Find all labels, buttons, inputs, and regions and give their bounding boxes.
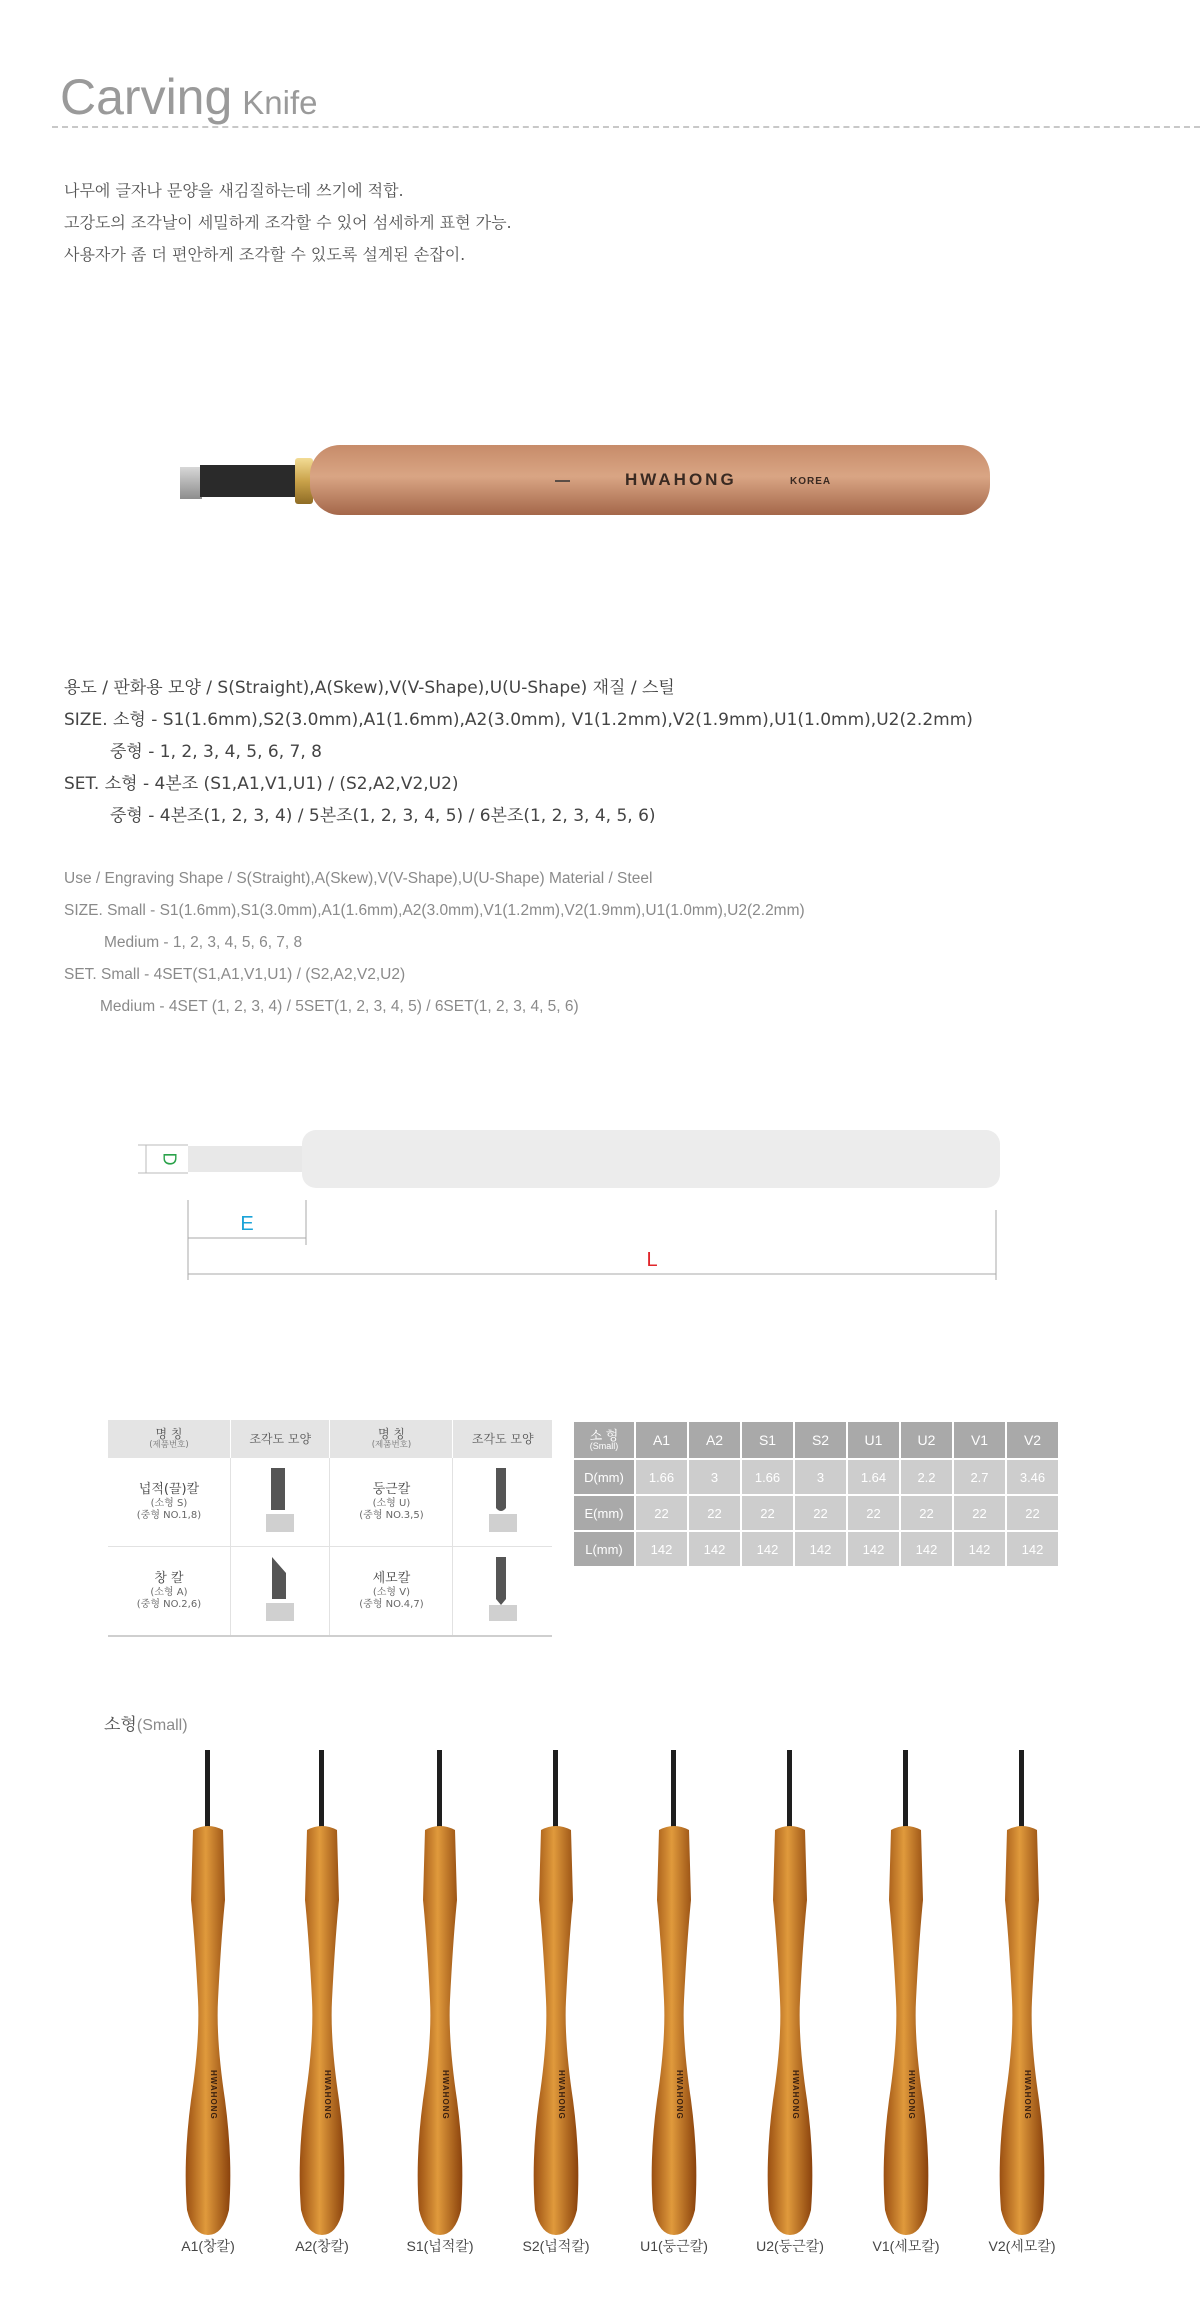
size-cell: 1.66 <box>742 1460 793 1494</box>
knife-image <box>163 1740 253 2240</box>
knife-image <box>861 1740 951 2240</box>
size-cell: 22 <box>901 1496 952 1530</box>
knife-image <box>629 1740 719 2240</box>
title-main: Carving <box>60 69 233 125</box>
size-cell: 2.7 <box>954 1460 1005 1494</box>
col-shape-2: 조각도 모양 <box>453 1420 552 1458</box>
svg-text:HWAHONG: HWAHONG <box>791 2070 800 2120</box>
row-label: L(mm) <box>574 1532 634 1566</box>
size-col: V2 <box>1007 1422 1058 1458</box>
col-name-1: 명 칭 (제품번호) <box>108 1420 230 1458</box>
size-cell: 22 <box>742 1496 793 1530</box>
spec-en-2: SIZE. Small - S1(1.6mm),S1(3.0mm),A1(1.6mm),A2(3.0mm),V1(1.2mm),V2(1.9mm),U1(1.0mm),U2(2.2mm) <box>64 902 805 919</box>
origin-text: KOREA <box>790 476 832 487</box>
knife-image <box>977 1740 1067 2240</box>
spec-en-5: Medium - 4SET (1, 2, 3, 4) / 5SET(1, 2, 3, 4, 5) / 6SET(1, 2, 3, 4, 5, 6) <box>100 998 579 1015</box>
shape-name-cell: 창 칼 (소형 A) (중형 NO.2,6) <box>108 1547 230 1637</box>
d-label: D <box>159 1152 180 1166</box>
knife-image <box>745 1740 835 2240</box>
size-cell: 142 <box>954 1532 1005 1566</box>
spec-ko-2: SIZE. 소형 - S1(1.6mm),S2(3.0mm),A1(1.6mm),A2(3.0mm), V1(1.2mm),V2(1.9mm),U1(1.0mm),U2(2.2mm) <box>64 710 973 730</box>
table-row <box>574 1460 1058 1494</box>
size-cell: 142 <box>848 1532 899 1566</box>
v-blade-icon <box>453 1547 552 1637</box>
size-cell: 1.66 <box>636 1460 687 1494</box>
size-cell: 2.2 <box>901 1460 952 1494</box>
size-cell: 142 <box>689 1532 740 1566</box>
l-label: L <box>646 1249 658 1271</box>
spec-ko-1: 용도 / 판화용 모양 / S(Straight),A(Skew),V(V-Shape),U(U-Shape) 재질 / 스틸 <box>64 678 675 698</box>
size-cell: 142 <box>742 1532 793 1566</box>
intro-line-1: 나무에 글자나 문양을 새김질하는데 쓰기에 적합. <box>64 181 404 200</box>
shape-name-cell: 둥근칼 (소형 U) (중형 NO.3,5) <box>330 1458 453 1547</box>
knife-caption: S1(넙적칼) <box>406 2238 474 2254</box>
size-cell: 142 <box>795 1532 846 1566</box>
knife-caption: S2(넙적칼) <box>522 2238 590 2254</box>
col-shape-1: 조각도 모양 <box>230 1420 330 1458</box>
size-table-header <box>574 1422 1058 1458</box>
page-title <box>60 68 318 126</box>
spec-en-4: SET. Small - 4SET(S1,A1,V1,U1) / (S2,A2,V2,U2) <box>64 966 406 983</box>
size-col: A1 <box>636 1422 687 1458</box>
size-cell: 3 <box>689 1460 740 1494</box>
knife-caption: A1(창칼) <box>181 2238 235 2254</box>
size-col: S2 <box>795 1422 846 1458</box>
svg-text:HWAHONG: HWAHONG <box>675 2070 684 2120</box>
spec-ko-5: 중형 - 4본조(1, 2, 3, 4) / 5본조(1, 2, 3, 4, 5) / 6본조(1, 2, 3, 4, 5, 6) <box>110 806 656 826</box>
col-name-2: 명 칭 (제품번호) <box>330 1420 453 1458</box>
size-cell: 22 <box>689 1496 740 1530</box>
svg-text:HWAHONG: HWAHONG <box>441 2070 450 2120</box>
intro-line-3: 사용자가 좀 더 편안하게 조각할 수 있도록 설계된 손잡이. <box>64 245 466 264</box>
size-col: V1 <box>954 1422 1005 1458</box>
size-table <box>572 1420 1060 1568</box>
knife-image <box>277 1740 367 2240</box>
spec-ko-3: 중형 - 1, 2, 3, 4, 5, 6, 7, 8 <box>110 742 322 762</box>
product-knife-image <box>170 425 1000 535</box>
size-cell: 22 <box>954 1496 1005 1530</box>
shape-name-cell: 넙적(끌)칼 (소형 S) (중형 NO.1,8) <box>108 1458 230 1547</box>
svg-text:HWAHONG: HWAHONG <box>1023 2070 1032 2120</box>
svg-text:HWAHONG: HWAHONG <box>323 2070 332 2120</box>
size-cell: 142 <box>636 1532 687 1566</box>
table-row <box>108 1547 552 1637</box>
brand-text: HWAHONG <box>625 470 737 489</box>
size-col: U1 <box>848 1422 899 1458</box>
size-cell: 1.64 <box>848 1460 899 1494</box>
size-cell: 142 <box>1007 1532 1058 1566</box>
shape-table-header <box>108 1420 552 1458</box>
table-row <box>574 1532 1058 1566</box>
intro-line-2: 고강도의 조각날이 세밀하게 조각할 수 있어 섬세하게 표현 가능. <box>64 213 512 232</box>
svg-text:HWAHONG: HWAHONG <box>557 2070 566 2120</box>
size-col: A2 <box>689 1422 740 1458</box>
spec-ko-4: SET. 소형 - 4본조 (S1,A1,V1,U1) / (S2,A2,V2,U2) <box>64 774 459 794</box>
skew-blade-icon <box>230 1547 330 1637</box>
table-row <box>108 1458 552 1547</box>
straight-blade-icon <box>230 1458 330 1547</box>
size-cell: 22 <box>636 1496 687 1530</box>
row-label: E(mm) <box>574 1496 634 1530</box>
size-cell: 3.46 <box>1007 1460 1058 1494</box>
size-corner: 소 형 (Small) <box>574 1422 634 1458</box>
size-cell: 3 <box>795 1460 846 1494</box>
e-label: E <box>240 1213 254 1235</box>
size-cell: 22 <box>795 1496 846 1530</box>
knife-caption: A2(창칼) <box>295 2238 349 2254</box>
knife-image <box>395 1740 485 2240</box>
table-row <box>574 1496 1058 1530</box>
knife-caption: U2(둥근칼) <box>756 2238 824 2254</box>
knife-caption: U1(둥근칼) <box>640 2238 708 2254</box>
knife-caption: V2(세모칼) <box>988 2238 1056 2254</box>
u-blade-icon <box>453 1458 552 1547</box>
title-sub: Knife <box>242 84 318 121</box>
row-label: D(mm) <box>574 1460 634 1494</box>
knife-caption: V1(세모칼) <box>872 2238 940 2254</box>
size-cell: 22 <box>1007 1496 1058 1530</box>
size-cell: 22 <box>848 1496 899 1530</box>
size-col: U2 <box>901 1422 952 1458</box>
size-col: S1 <box>742 1422 793 1458</box>
shape-table <box>108 1420 552 1637</box>
title-divider <box>52 126 1200 128</box>
svg-text:HWAHONG: HWAHONG <box>209 2070 218 2120</box>
size-cell: 142 <box>901 1532 952 1566</box>
spec-en-1: Use / Engraving Shape / S(Straight),A(Skew),V(V-Shape),U(U-Shape) Material / Steel <box>64 870 653 887</box>
shape-name-cell: 세모칼 (소형 V) (중형 NO.4,7) <box>330 1547 453 1637</box>
svg-text:HWAHONG: HWAHONG <box>907 2070 916 2120</box>
spec-en-3: Medium - 1, 2, 3, 4, 5, 6, 7, 8 <box>104 934 303 951</box>
gallery-label: 소형(Small) <box>104 1715 188 1735</box>
knife-image <box>511 1740 601 2240</box>
dimension-diagram <box>130 1100 1010 1290</box>
